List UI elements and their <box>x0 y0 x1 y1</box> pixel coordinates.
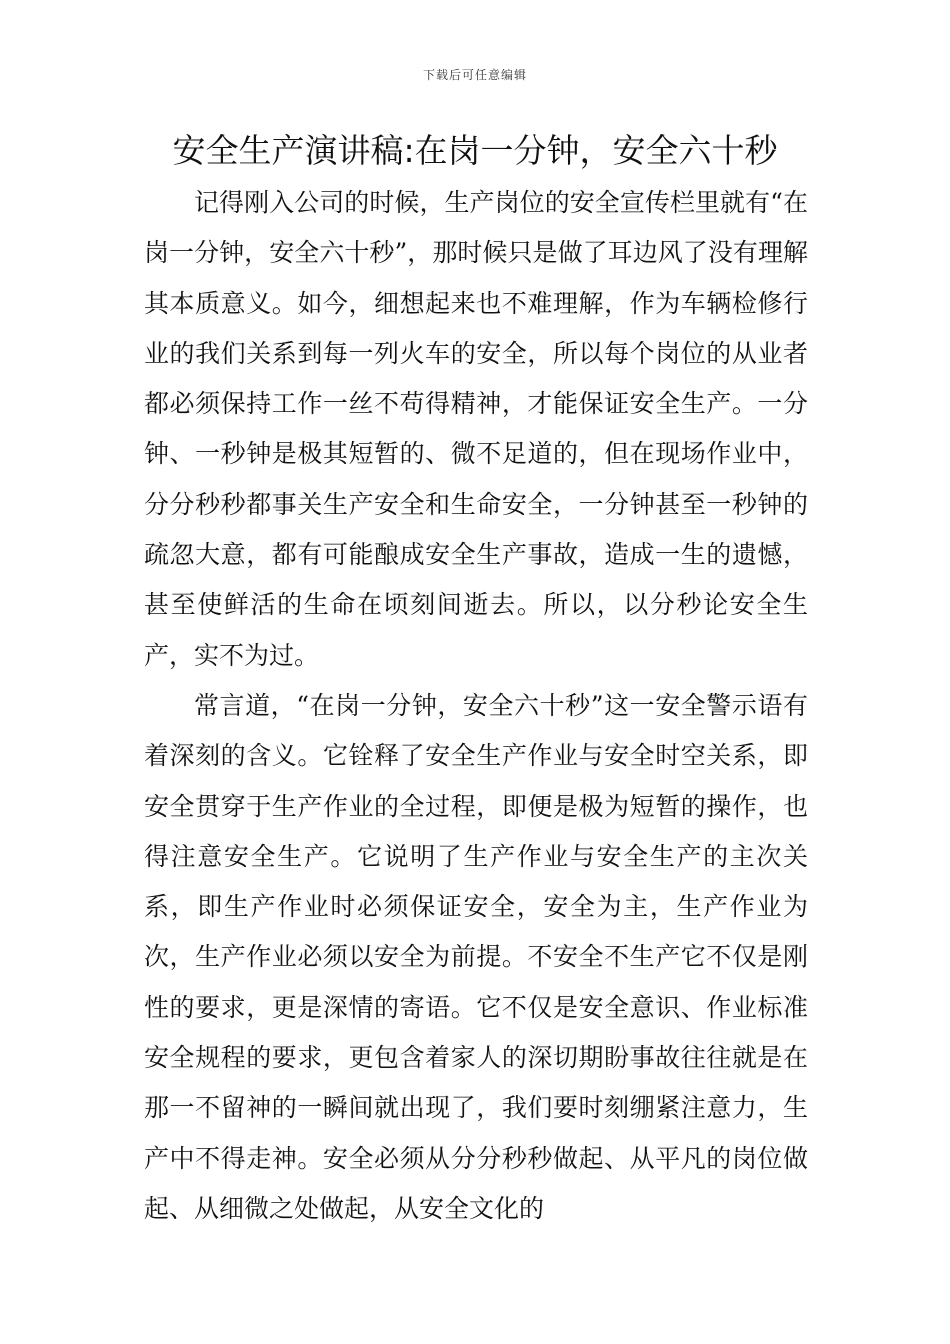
document-title: 安全生产演讲稿:在岗一分钟，安全六十秒 <box>172 131 778 170</box>
header-note: 下载后可任意编辑 <box>422 68 527 82</box>
paragraph-1: 记得刚入公司的时候，生产岗位的安全宣传栏里就有“在岗一分钟，安全六十秒”，那时候只是做了耳边风了没有理解其本质意义。如今，细想起来也不难理解，作为车辆检修行业的我们关系到每一列火车的安全，所以每个岗位的从业者都必须保持工作一丝不苟得精神，才能保证安全生产。一分钟、一秒钟是极其短暂的、微不足道的，但在现场作业中，分分秒秒都事关生产安全和生命安全，一分钟甚至一秒钟的疏忽大意，都有可能酿成安全生产事故，造成一生的遗憾，甚至使鲜活的生命在顷刻间逝去。所以，以分秒论安全生产，实不为过。 <box>144 188 808 670</box>
document-body <box>144 178 808 1234</box>
paragraph-2: 常言道，“在岗一分钟，安全六十秒”这一安全警示语有着深刻的含义。它铨释了安全生产作业与安全时空关系，即安全贯穿于生产作业的全过程，即便是极为短暂的操作，也得注意安全生产。它说明了生产作业与安全生产的主次关系，即生产作业时必须保证安全，安全为主，生产作业为次，生产作业必须以安全为前提。不安全不生产它不仅是刚性的要求，更是深情的寄语。它不仅是安全意识、作业标准安全规程的要求，更包含着家人的深切期盼事故往往就是在那一不留神的一瞬间就出现了，我们要时刻绷紧注意力，生产中不得走神。安全必须从分分秒秒做起、从平凡的岗位做起、从细微之处做起，从安全文化的 <box>144 690 808 1223</box>
